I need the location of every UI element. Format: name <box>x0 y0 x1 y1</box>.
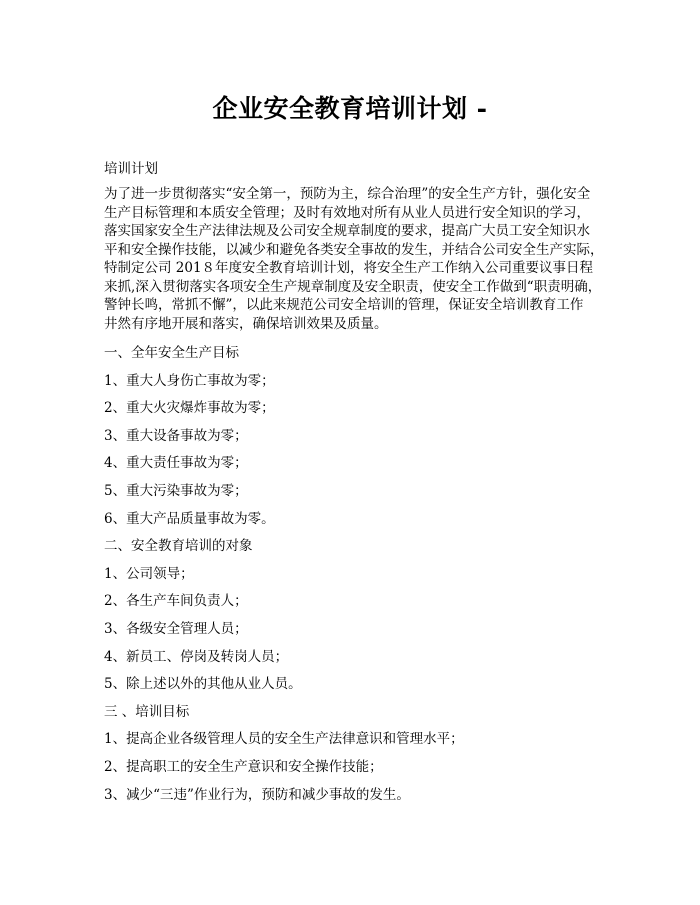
section-heading-targets: 二、安全教育培训的对象 <box>104 538 253 555</box>
list-item: 5、重大污染事故为零； <box>104 482 248 499</box>
list-item: 1、提高企业各级管理人员的安全生产法律意识和管理水平； <box>104 731 464 748</box>
list-item: 4、新员工、停岗及转岗人员； <box>104 648 289 665</box>
list-item: 1、公司领导； <box>104 565 194 582</box>
list-item: 3、重大设备事故为零； <box>104 427 248 444</box>
intro-line: 井然有序地开展和落实，确保培训效果及质量。 <box>104 315 388 332</box>
list-item: 3、减少“三违”作业行为，预防和减少事故的发生。 <box>104 786 410 803</box>
list-item: 3、各级安全管理人员； <box>104 620 248 637</box>
intro-line: 来抓,深入贯彻落实各项安全生产规章制度及安全职责，使安全工作做到“职责明确， <box>104 278 602 295</box>
list-item: 2、各生产车间负责人； <box>104 593 248 610</box>
list-item: 2、重大火灾爆炸事故为零； <box>104 400 275 417</box>
list-item: 6、重大产品质量事故为零。 <box>104 510 275 527</box>
intro-line: 落实国家安全生产法律法规及公司安全规章制度的要求，提高广大员工安全知识水 <box>104 223 590 239</box>
list-item: 5、除上述以外的其他从业人员。 <box>104 676 302 693</box>
list-item: 2、提高职工的安全生产意识和安全操作技能； <box>104 758 383 775</box>
intro-line: 警钟长鸣，常抓不懈”，以此来规范公司安全培训的管理，保证安全培训教育工作 <box>104 297 584 313</box>
document-title: 企业安全教育培训计划 - <box>212 94 488 123</box>
intro-line: 为了进一步贯彻落实“安全第一，预防为主，综合治理”的安全生产方针，强化安全 <box>104 186 591 202</box>
section-heading-training-objectives: 三 、培训目标 <box>104 703 190 720</box>
item-list <box>104 340 604 809</box>
intro-line: 平和安全操作技能，以减少和避免各类安全事故的发生，并结合公司安全生产实际， <box>104 241 604 258</box>
intro-line: 特制定公司 201８年度安全教育培训计划，将安全生产工作纳入公司重要议事日程 <box>104 260 594 276</box>
intro-paragraph <box>104 185 604 333</box>
list-item: 4、重大责任事故为零； <box>104 455 248 472</box>
section-label: 培训计划 <box>104 161 158 177</box>
list-item: 1、重大人身伤亡事故为零； <box>104 372 275 389</box>
intro-line: 生产目标管理和本质安全管理；及时有效地对所有从业人员进行安全知识的学习， <box>104 204 590 221</box>
section-heading-goals: 一、全年安全生产目标 <box>104 345 239 361</box>
